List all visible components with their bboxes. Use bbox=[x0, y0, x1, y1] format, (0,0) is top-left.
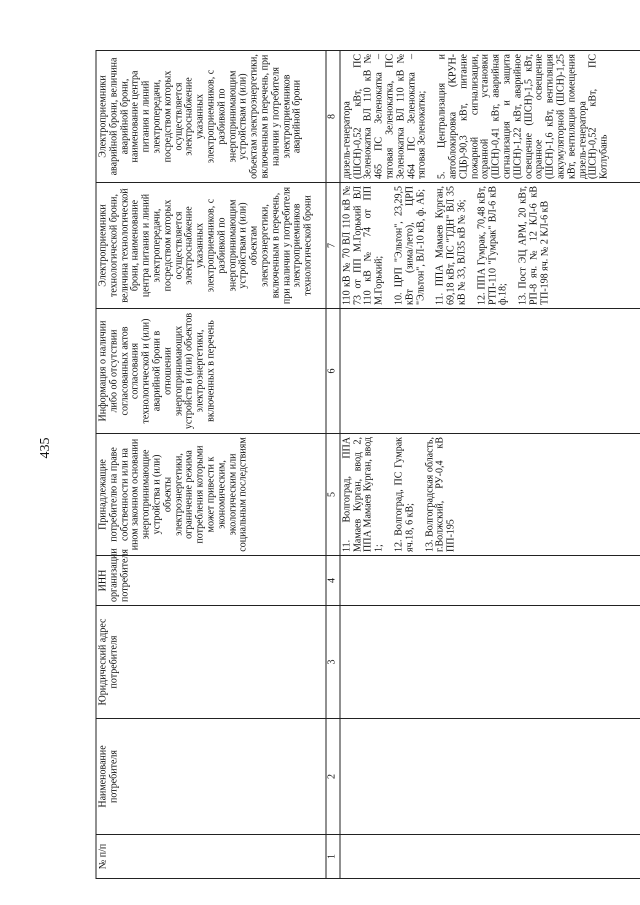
column-number: 1 bbox=[326, 835, 340, 879]
header-emergency-reserve: Электроприемники аварийной брони, величина аварийной брони, наименование центра питания и линий электропередачи, посредством которых осуществляется электроснабжение указанных электроприемников, с разбивкой по энергопринимающим устройствам и (или) объектам электроэнергетики, включенным в перечень, при наличии у потребителя электроприемников аварийной брони bbox=[96, 51, 326, 183]
device-entry: 13. Волгоградская область, г.Волжский, РУ-0,4 кВ ПП-195 bbox=[424, 437, 457, 552]
technological-reserve-entry: 12. ППА Гумрак, 70,48 кВт, РТП-110 "Гумрак" ВЛ-6 кВ ф.18; bbox=[476, 186, 509, 305]
cell-inn bbox=[340, 556, 640, 606]
header-reserve-acts: Информация о наличии либо об отсутствии согласованных актов согласования технологической и (или) аварийной брони в отношении энергопринимающих устройств и (или) объектов электроэнергетики, включенных в перечень bbox=[96, 309, 326, 434]
column-number: 5 bbox=[326, 434, 340, 556]
device-entry: 12. Волгоград, ПС Гумрак яч.18, 6 кВ; bbox=[393, 437, 416, 552]
column-number: 7 bbox=[326, 183, 340, 309]
page-number: 435 bbox=[38, 437, 53, 459]
column-number: 4 bbox=[326, 556, 340, 606]
cell-technological-reserve bbox=[340, 183, 640, 309]
device-entry: 11. Волгоград, ППА Мамаев Курган, ввод 2, ППА Мамаев Курган, ввод 1; bbox=[341, 437, 385, 552]
emergency-reserve-entry: дизель-генератора (ШСН)-0,52 кВт, ПС Зеленокатка ВЛ 110 кВ № 465 ПС Зеленокатка – тяговая Зеленокатка, ПС Зеленокатка ВЛ 110 кВ № 464 ПС Зеленокатка – тяговая Зеленокатка; bbox=[341, 54, 428, 179]
header-row bbox=[96, 51, 326, 879]
technological-reserve-entry: 13. Пост ЭЦ АРМ, 20 кВт, РП-8 яч. № 12 КЛ-6 кВ ТП-198 яч. № 2 КЛ-6 кВ bbox=[517, 186, 551, 305]
technological-reserve-entry: 110 кВ № 70 ВЛ 110 кВ № 73 от ПП М.Горький ВЛ 110 кВ № 74 от ПП М.Горький; bbox=[341, 186, 385, 305]
cell-legal-address bbox=[340, 606, 640, 719]
table-row bbox=[340, 51, 640, 879]
cell-reserve-acts bbox=[340, 309, 640, 434]
consumer-table bbox=[96, 50, 640, 879]
header-devices: Принадлежащие потребителю на праве собственности или на ином законном основании энергопринимающие устройства и (или) объекты электроэнергетики, ограничение режима потребления которыми может привести к экономическим, экологическим или социальным последствиям bbox=[96, 434, 326, 556]
cell-number bbox=[340, 835, 640, 879]
column-number: 2 bbox=[326, 719, 340, 835]
column-number: 6 bbox=[326, 309, 340, 434]
column-number: 8 bbox=[326, 51, 340, 183]
technological-reserve-entry: 11. ППА Мамаев Курган, 69,18 кВт, ПС "ТДН" ВЛ 35 кВ № 33, ВЛ35 кВ № 36; bbox=[434, 186, 468, 305]
cell-emergency-reserve bbox=[340, 51, 640, 183]
cell-consumer-name bbox=[340, 719, 640, 835]
column-number-row bbox=[326, 51, 340, 879]
cell-devices bbox=[340, 434, 640, 556]
header-legal-address: Юридический адрес потребителя bbox=[96, 606, 326, 719]
header-number: № п/п bbox=[96, 835, 326, 879]
header-technological-reserve: Электроприемники технологической брони, величина технологической брони, наименование центра питания и линий электропередачи, посредством которых осуществляется электроснабжение указанных электроприемников, с разбивкой по энергопринимающим устройствам и (или) объектам электроэнергетики, включенным в перечень, при наличии у потребителя электроприемников технологической брони bbox=[96, 183, 326, 309]
header-consumer-name: Наименование потребителя bbox=[96, 719, 326, 835]
rotated-table-sheet bbox=[96, 51, 640, 879]
column-number: 3 bbox=[326, 606, 340, 719]
header-inn: ИНН организации потребителя bbox=[96, 556, 326, 606]
technological-reserve-entry: 10. ЦРП "Эльтон", 23,29,5 кВт (зима/лето), ЦРП "Эльтон", ВЛ-10 кВ, ф. АБ; bbox=[393, 186, 427, 305]
emergency-reserve-entry: 5. Централизация и автоблокировка (КРУН-СЦБ)-90,3 кВт, питание пожарной сигнализации, охранной установки (ШСН)-0,41 кВт, аварийная сигнализация и защита (ШСН)-1,22 кВт, аварийное освещение (ШСН)-1,5 кВт, охранное освещение (ШСН)-1,6 кВт, вентиляция аккумуляторной (ШСН)-1,25 кВт, вентиляция помещения дизель-генератора (ШСН)-0,52 кВт, ПС Котлубань bbox=[436, 54, 610, 179]
